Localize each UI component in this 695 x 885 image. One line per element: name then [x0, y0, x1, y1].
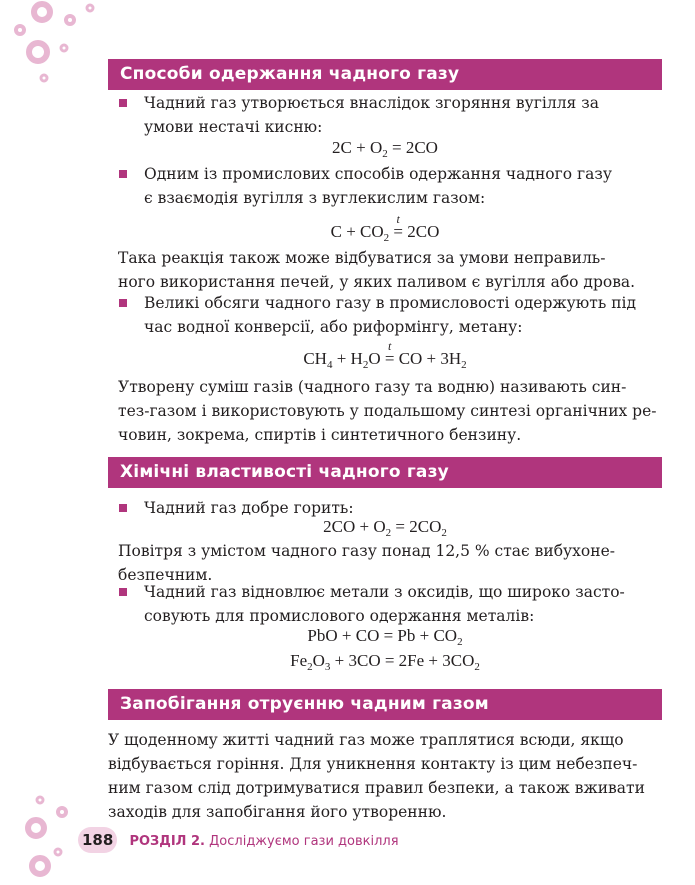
paragraph: Повітря з умістом чадного газу понад 12,5 % стає вибухоне- безпечним.: [118, 542, 615, 584]
bullet-marker: [119, 170, 127, 178]
equation: PbO + CO = $Pb + CO_2$: [307, 626, 463, 648]
bullet-marker: [119, 99, 127, 107]
page-number: 188: [78, 827, 117, 853]
bubble: [34, 4, 50, 20]
paragraph: Чадний газ відновлює метали з оксидів, що широко засто- совують для промислового одержання металів:: [144, 583, 625, 625]
equation: $2CO + O_2 = 2CO_2$: [323, 517, 447, 539]
paragraph: Одним із промислових способів одержання чадного газу є взаємодія вугілля з вуглекислим газом:: [144, 165, 612, 207]
bubble: [32, 858, 48, 874]
paragraph: Чадний газ утворюється внаслідок згоряння вугілля за умови нестачі кисню:: [144, 94, 599, 136]
section-heading: Способи одержання чадного газу: [108, 59, 662, 90]
bubble: [37, 797, 43, 803]
paragraph: Така реакція також може відбуватися за умови неправиль- ного використання печей, у яких паливом є вугілля або дрова.: [118, 249, 636, 291]
bubble: [29, 43, 47, 61]
equation: $2C + O_2 = 2CO$: [332, 138, 438, 160]
bubble: [28, 820, 44, 836]
paragraph: Утворену суміш газів (чадного газу та водню) називають син- тез-газом і використовують у подальшому синтезі органічних ре- човин, зокрема, спиртів і синтетичного бензину.: [118, 378, 657, 444]
bubble: [16, 26, 24, 34]
equation: $CH_4 + H_2O$ t = CO + $3H_2$: [303, 339, 467, 371]
bubble: [58, 808, 66, 816]
paragraph: У щоденному житті чадний газ може траплятися всюди, якщо відбувається горіння. Для уникнення контакту із цим небезпеч- ним газом слід дотримуватися правил безпеки, а також вживати заходів для запобігання його утворенню.: [108, 731, 645, 821]
page-footer: [78, 827, 399, 853]
bullet-marker: [119, 299, 127, 307]
paragraph: Чадний газ добре горить:: [144, 499, 354, 517]
bubble: [41, 75, 47, 81]
bubble: [66, 16, 74, 24]
bullet-marker: [119, 504, 127, 512]
bubble: [55, 849, 61, 855]
bubble: [61, 45, 67, 51]
section-heading: Запобігання отруєнню чадним газом: [108, 689, 662, 720]
equation: $Fe_2O_3 + 3CO = 2Fe + 3CO_2$: [290, 651, 480, 673]
section-heading: Хімічні властивості чадного газу: [108, 457, 662, 488]
bullet-marker: [119, 588, 127, 596]
footer-title: Досліджуємо гази довкілля: [209, 834, 399, 849]
equation: $C + CO_2$ t = 2CO: [330, 212, 440, 244]
paragraph: Великі обсяги чадного газу в промисловості одержують під час водної конверсії, або риформінгу, метану:: [144, 294, 637, 336]
bubble: [87, 5, 93, 11]
footer-section: РОЗДІЛ 2.: [129, 834, 205, 849]
